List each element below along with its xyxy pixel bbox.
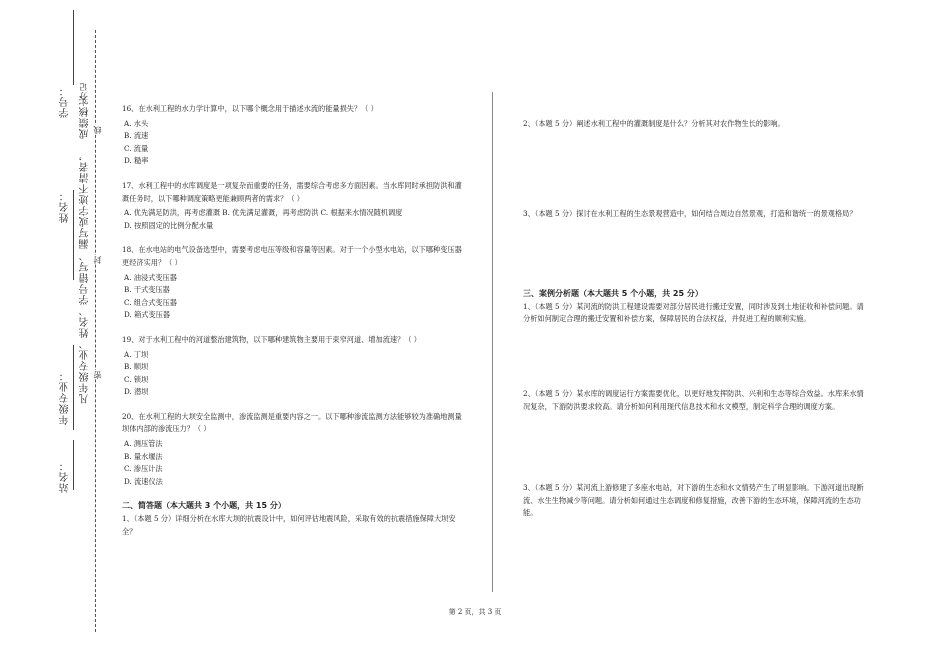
question-18: 18、在水电站的电气设备选型中，需要考虑电压等级和容量等因素。对于一个小型水电站，以下哪种变压器更经济实用？（ ） — [122, 245, 462, 267]
section-3-heading: 三、案例分析题（本大题共 5 个小题，共 25 分） — [523, 289, 703, 299]
cut-mark-feng: 封 — [93, 255, 102, 264]
q17-options-abc: A. 优先满足防洪，再考虑灌溉 B. 优先满足灌溉，再考虑防洪 C. 根据来水情况随机调度 — [124, 208, 403, 218]
q16-option-d: D. 糙率 — [124, 156, 149, 166]
q16-option-c: C. 流量 — [124, 143, 149, 153]
q16-option-b: B. 流速 — [124, 131, 149, 141]
grade-major-label: 年级专业： — [60, 370, 71, 425]
q19-option-a: A. 丁坝 — [124, 349, 149, 359]
binding-solid-line — [73, 345, 74, 430]
q18-option-a: A. 油浸式变压器 — [124, 272, 177, 282]
q16-option-a: A. 水头 — [124, 118, 149, 128]
section-2-heading: 二、简答题（本大题共 3 个小题，共 15 分） — [122, 501, 286, 511]
right-column — [523, 118, 868, 522]
short-answer-3: 3、（本题 5 分）探讨在水利工程的生态景观营造中，如何结合周边自然景观，打造和谐统一的景观格局？ — [523, 208, 857, 218]
case-analysis-1: 1、（本题 5 分）某河流的防洪工程建设需要对部分居民进行搬迁安置，同时涉及到土地征收和补偿问题。请分析如何制定合理的搬迁安置和补偿方案，保障居民的合法权益，并促进工程的顺利实施。 — [523, 301, 864, 324]
binding-dashed-line — [95, 30, 96, 632]
q19-option-c: C. 锁坝 — [124, 374, 149, 384]
q19-option-d: D. 潜坝 — [124, 387, 149, 397]
case-analysis-3: 3、（本题 5 分）某河流上游修建了多座水电站，对下游的生态和水文情势产生了明显影响。下游河道出现断流、水生生物减少等问题。请分析如何通过生态调度和修复措施，改善下游的生态环境，保障河流的生态功能。 — [523, 483, 864, 518]
student-id-label: 学号： — [60, 85, 71, 118]
q20-option-b: B. 量水堰法 — [124, 451, 163, 461]
q20-option-c: C. 渗压计法 — [124, 464, 163, 474]
left-column — [122, 103, 467, 540]
cut-mark-mi: 密 — [93, 370, 102, 379]
question-20: 20、在水利工程的大坝安全监测中，渗流监测是重要内容之一。以下哪种渗流监测方法能够较为准确地测量坝体内部的渗流压力？（ ） — [122, 411, 462, 434]
binding-notice-1: 成绩核实 — [80, 95, 91, 139]
question-17: 17、水利工程中的水库调度是一项复杂而重要的任务，需要综合考虑多方面因素。当水库同时承担防洪和灌溉任务时，以下哪种调度策略更能兼顾两者的需求？（ ） — [122, 180, 462, 203]
binding-notice-3: 凡年级专业、姓名、学号错写、 — [80, 250, 91, 404]
name-label: 姓名： — [60, 190, 71, 223]
q17-option-d: D. 按照固定的比例分配水量 — [124, 220, 214, 230]
short-answer-1: 1、（本题 5 分）详细分析在水库大坝的抗震设计中，如何评估地震风险，采取有效的抗震措施保障大坝安全？ — [122, 514, 456, 536]
case-analysis-2: 2、（本题 5 分）某水库的调度运行方案需要优化，以更好地发挥防洪、兴利和生态等综合效益。水库来水情况复杂，下游防洪要求较高。请分析如何利用现代信息技术和水文模型，制定科学合理的调度方案。 — [523, 388, 864, 411]
short-answer-2: 2、（本题 5 分）阐述水利工程中的灌溉制度是什么？分析其对农作物生长的影响。 — [523, 119, 785, 128]
column-divider — [492, 92, 493, 592]
question-19: 19、对于水利工程中的河道整治建筑物，以下哪种建筑物主要用于束窄河道、增加流速？（ ） — [122, 334, 421, 344]
q18-option-d: D. 箱式变压器 — [124, 310, 171, 320]
page-number: 第 2 页，共 3 页 — [448, 608, 502, 616]
q20-option-a: A. 测压管法 — [124, 439, 163, 449]
binding-solid-line — [73, 10, 74, 85]
q19-option-b: B. 顺坝 — [124, 362, 149, 372]
binding-notice-4: 分记 — [79, 82, 88, 100]
question-16: 16、在水利工程的水力学计算中，以下哪个概念用于描述水流的能量损失？（ ） — [122, 104, 378, 113]
binding-solid-line — [73, 440, 74, 490]
q18-option-c: C. 组合式变压器 — [124, 297, 177, 307]
binding-solid-line — [73, 190, 74, 280]
site-label: 站名： — [60, 460, 71, 493]
cut-mark-xian: 线 — [93, 125, 102, 134]
q20-option-d: D. 流速仪法 — [124, 476, 163, 486]
binding-notice-2: 漏写或字迹不清者， — [80, 150, 91, 249]
q18-option-b: B. 干式变压器 — [124, 285, 170, 295]
